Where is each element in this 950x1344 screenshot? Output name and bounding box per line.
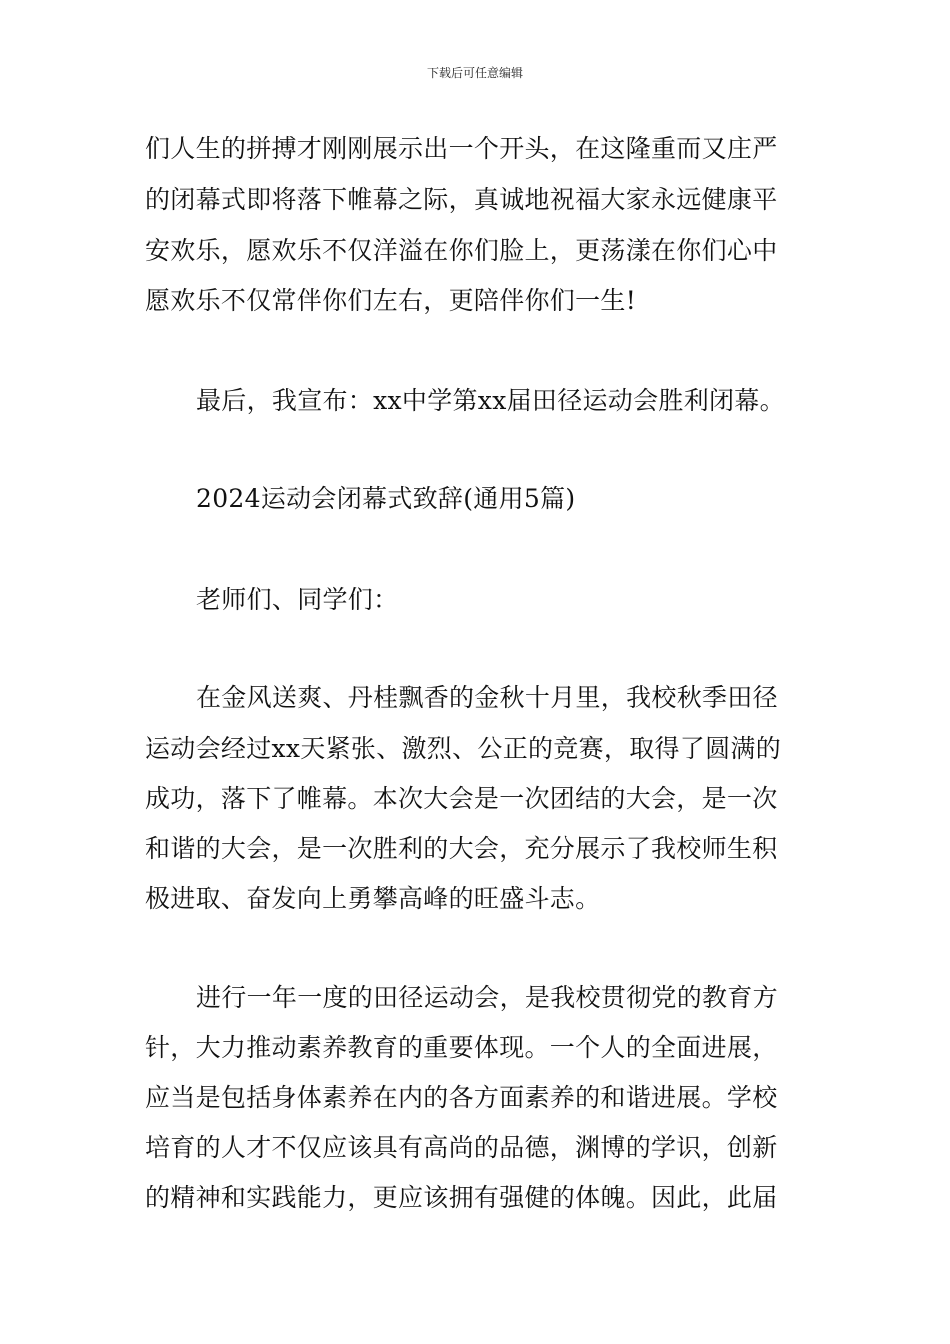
text-line: 安欢乐，愿欢乐不仅洋溢在你们脸上，更荡漾在你们心中 xyxy=(145,236,778,265)
salutation: 老师们、同学们： xyxy=(196,585,399,614)
text-line: 和谐的大会，是一次胜利的大会，充分展示了我校师生积 xyxy=(145,834,778,863)
section-title: 2024运动会闭幕式致辞(通用5篇) xyxy=(196,484,576,513)
text-line: 愿欢乐不仅常伴你们左右，更陪伴你们一生! xyxy=(145,286,637,315)
text-line: 针，大力推动素养教育的重要体现。一个人的全面进展， xyxy=(145,1033,778,1062)
text-line: 的精神和实践能力，更应该拥有强健的体魄。因此，此届 xyxy=(145,1183,778,1212)
text-line: 应当是包括身体素养在内的各方面素养的和谐进展。学校 xyxy=(145,1083,778,1112)
paragraph-announcement: 最后，我宣布：xx中学第xx届田径运动会胜利闭幕。 xyxy=(196,386,785,415)
text-line: 成功，落下了帷幕。本次大会是一次团结的大会，是一次 xyxy=(145,784,778,813)
text-line: 的闭幕式即将落下帷幕之际，真诚地祝福大家永远健康平 xyxy=(145,185,778,214)
text-line: 在金风送爽、丹桂飘香的金秋十月里，我校秋季田径 xyxy=(196,683,778,712)
text-line: 运动会经过xx天紧张、激烈、公正的竞赛，取得了圆满的 xyxy=(145,734,782,763)
text-line: 进行一年一度的田径运动会，是我校贯彻党的教育方 xyxy=(196,983,778,1012)
text-line: 们人生的拼搏才刚刚展示出一个开头，在这隆重而又庄严 xyxy=(145,134,778,163)
page-header: 下载后可任意编辑 xyxy=(426,66,523,80)
text-line: 极进取、奋发向上勇攀高峰的旺盛斗志。 xyxy=(145,884,601,913)
text-line: 培育的人才不仅应该具有高尚的品德，渊博的学识，创新 xyxy=(145,1133,778,1162)
